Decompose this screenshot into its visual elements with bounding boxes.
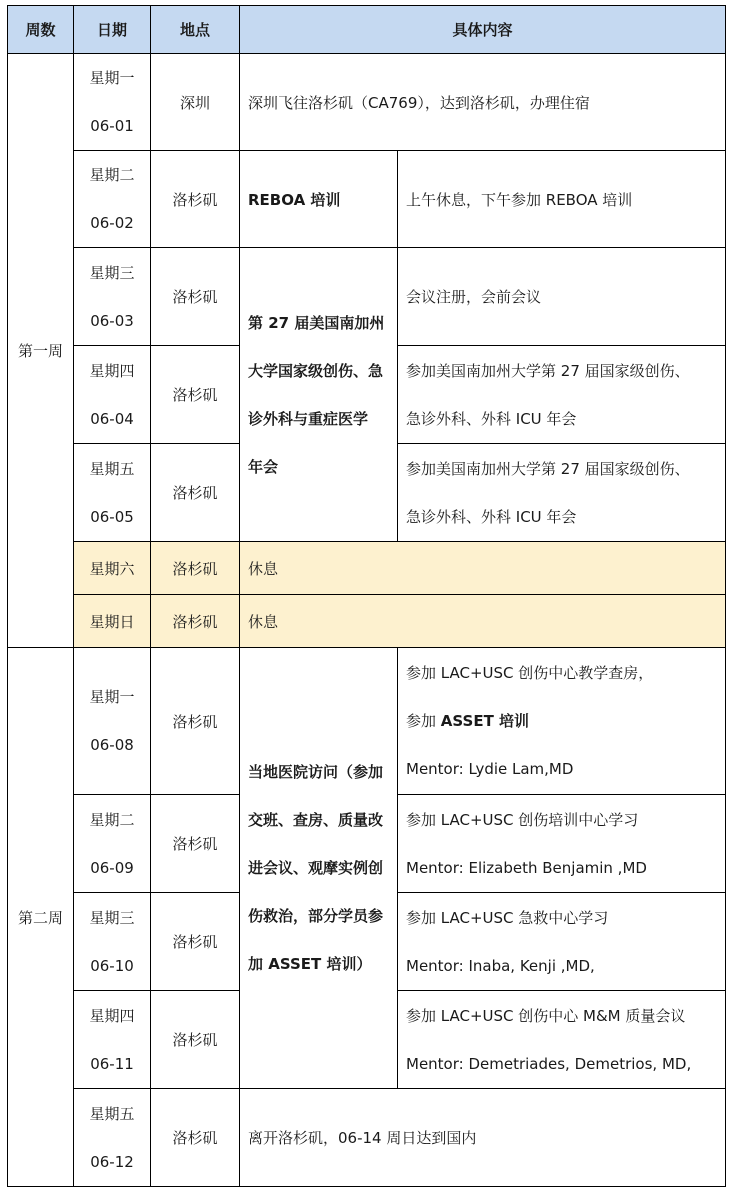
content-line: 参加 LAC+USC 创伤中心 M&M 质量会议 (406, 1006, 686, 1025)
date: 06-05 (90, 507, 134, 526)
table-row (8, 1089, 726, 1187)
date-cell (74, 648, 151, 795)
table-row (8, 248, 726, 346)
place-cell: 洛杉矶 (151, 595, 240, 648)
event-cell (240, 248, 398, 542)
date-cell (74, 151, 151, 248)
header-week: 周数 (8, 6, 74, 54)
place-cell: 洛杉矶 (151, 1089, 240, 1187)
content-cell (398, 795, 726, 893)
mentor-line: Mentor: Elizabeth Benjamin ,MD (406, 858, 647, 877)
header-row (8, 6, 726, 54)
date-cell (74, 1089, 151, 1187)
content-line: 参加 LAC+USC 创伤培训中心学习 (406, 810, 639, 829)
weekday: 星期二 (89, 810, 135, 829)
content-cell: 会议注册，会前会议 (398, 248, 726, 346)
weekday: 星期五 (89, 459, 135, 478)
table-row (8, 648, 726, 795)
date-cell (74, 893, 151, 991)
weekday: 星期一 (89, 69, 135, 87)
event-line: 当地医院访问（参加 (248, 763, 384, 781)
mentor-line: Mentor: Demetriades, Demetrios, MD, (406, 1054, 692, 1073)
content-cell (398, 893, 726, 991)
place-cell: 洛杉矶 (151, 893, 240, 991)
table-row (8, 595, 726, 648)
date: 06-11 (90, 1054, 134, 1073)
content-cell (398, 444, 726, 542)
event-line: 交班、查房、质量改 (248, 811, 384, 829)
date: 06-02 (90, 214, 134, 232)
content-prefix: 参加 (406, 712, 441, 730)
content-bold: ASSET 培训 (440, 712, 530, 730)
date: 06-09 (90, 858, 134, 877)
event-line: 伤救治，部分学员参 (248, 907, 384, 925)
place-cell: 洛杉矶 (151, 346, 240, 444)
content-cell (398, 991, 726, 1089)
date-cell (74, 346, 151, 444)
week-label: 第二周 (8, 648, 74, 1187)
weekday: 星期一 (89, 688, 135, 706)
content-cell: 上午休息，下午参加 REBOA 培训 (398, 151, 726, 248)
content-line (406, 697, 719, 745)
date: 06-03 (90, 311, 134, 330)
date-cell (74, 54, 151, 151)
table-row (8, 54, 726, 151)
weekday: 星期二 (89, 166, 135, 184)
weekday: 星期三 (89, 263, 135, 282)
date-cell (74, 795, 151, 893)
content-cell: 离开洛杉矶，06-14 周日达到国内 (240, 1089, 726, 1187)
place-cell: 洛杉矶 (151, 991, 240, 1089)
schedule-table (7, 5, 726, 1187)
place-cell: 深圳 (151, 54, 240, 151)
weekday-cell: 星期六 (74, 542, 151, 595)
date: 06-10 (90, 956, 134, 975)
weekday: 星期四 (89, 1006, 135, 1025)
content-line: 参加 LAC+USC 创伤中心教学查房， (406, 664, 654, 682)
event-cell (240, 648, 398, 1089)
date: 06-01 (90, 117, 134, 135)
content-cell: 深圳飞往洛杉矶（CA769），达到洛杉矶，办理住宿 (240, 54, 726, 151)
event-line: 年会 (248, 457, 279, 476)
event-line: 第 27 届美国南加州 (248, 313, 385, 332)
weekday: 星期三 (89, 908, 135, 927)
week-label: 第一周 (8, 54, 74, 648)
content-cell: 休息 (240, 595, 726, 648)
header-content: 具体内容 (240, 6, 726, 54)
table-row (8, 151, 726, 248)
event-line: 加 ASSET 培训） (248, 955, 372, 973)
place-cell: 洛杉矶 (151, 444, 240, 542)
event-line: 进会议、观摩实例创 (248, 859, 384, 877)
weekday: 星期五 (89, 1104, 135, 1123)
content-cell: 休息 (240, 542, 726, 595)
header-place: 地点 (151, 6, 240, 54)
content-line: 参加 LAC+USC 急救中心学习 (406, 908, 609, 927)
event-line: 大学国家级创伤、急 (248, 361, 384, 380)
place-cell: 洛杉矶 (151, 795, 240, 893)
weekday: 星期四 (89, 361, 135, 380)
mentor-line: Mentor: Inaba, Kenji ,MD, (406, 956, 595, 975)
date: 06-08 (90, 736, 134, 754)
event-cell: REBOA 培训 (240, 151, 398, 248)
date: 06-12 (90, 1152, 134, 1171)
date: 06-04 (90, 409, 134, 428)
table-row (8, 542, 726, 595)
mentor-line: Mentor: Lydie Lam,MD (406, 760, 574, 778)
place-cell: 洛杉矶 (151, 542, 240, 595)
date-cell (74, 444, 151, 542)
place-cell: 洛杉矶 (151, 248, 240, 346)
content-line: 参加美国南加州大学第 27 届国家级创伤、 (406, 459, 690, 478)
content-cell (398, 648, 726, 795)
event-line: 诊外科与重症医学 (248, 409, 369, 428)
content-line: 参加美国南加州大学第 27 届国家级创伤、 (406, 361, 690, 380)
weekday-cell: 星期日 (74, 595, 151, 648)
content-cell (398, 346, 726, 444)
date-cell (74, 248, 151, 346)
content-line: 急诊外科、外科 ICU 年会 (406, 409, 577, 428)
date-cell (74, 991, 151, 1089)
content-line: 急诊外科、外科 ICU 年会 (406, 507, 577, 526)
place-cell: 洛杉矶 (151, 648, 240, 795)
header-date: 日期 (74, 6, 151, 54)
place-cell: 洛杉矶 (151, 151, 240, 248)
